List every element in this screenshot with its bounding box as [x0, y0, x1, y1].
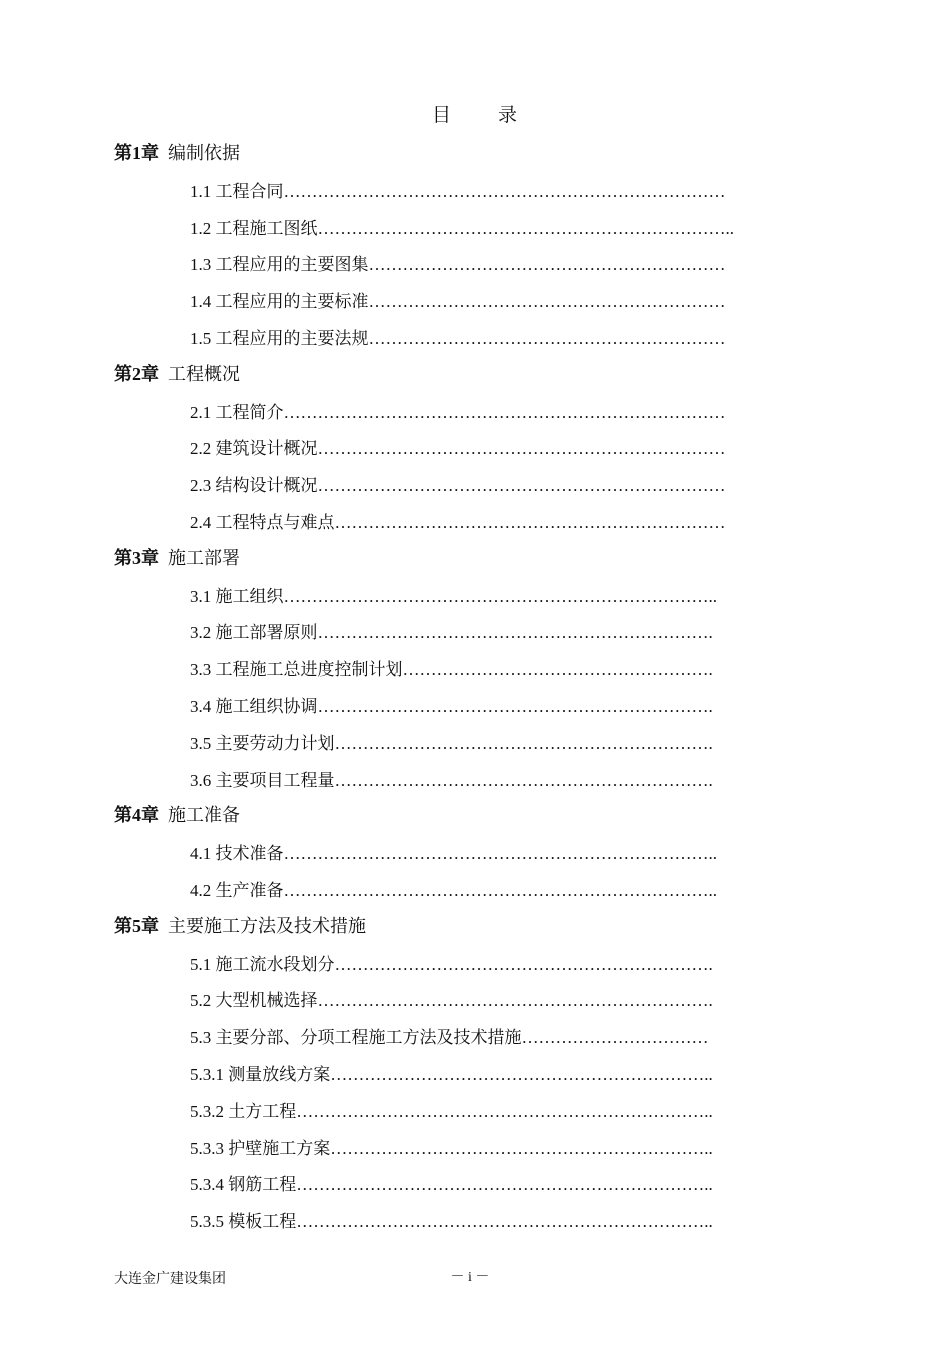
chapter-number: 第1章: [114, 143, 159, 163]
toc-section-row[interactable]: [0, 977, 950, 1014]
toc-section-row[interactable]: [0, 1198, 950, 1235]
chapter-heading: [114, 912, 366, 938]
toc-section-row[interactable]: [0, 205, 950, 242]
section-entry: 2.2 建筑设计概况………………………………………………………………: [190, 439, 726, 459]
toc-chapter-row[interactable]: [0, 131, 950, 168]
toc-section-row[interactable]: [0, 241, 950, 278]
toc-section-row[interactable]: [0, 168, 950, 205]
section-entry: 2.1 工程简介……………………………………………………………………: [190, 402, 726, 422]
section-entry: 1.4 工程应用的主要标准………………………………………………………: [190, 292, 726, 312]
toc-section-row[interactable]: [0, 1014, 950, 1051]
toc-section-row[interactable]: [0, 941, 950, 978]
chapter-heading: [114, 360, 240, 386]
section-entry: 5.3.4 钢筋工程………………………………………………………………..: [190, 1175, 713, 1195]
toc-section-row[interactable]: [0, 757, 950, 794]
section-entry: 2.3 结构设计概况………………………………………………………………: [190, 476, 726, 496]
toc-section-row[interactable]: [0, 278, 950, 315]
toc-chapter-row[interactable]: [0, 904, 950, 941]
chapter-number: 第3章: [114, 547, 159, 568]
section-entry: 5.3.5 模板工程………………………………………………………………..: [190, 1212, 713, 1232]
section-entry: 5.2 大型机械选择…………………………………………………………….: [190, 991, 713, 1011]
section-entry: 2.4 工程特点与难点……………………………………………………………: [190, 512, 726, 532]
toc-chapter-row[interactable]: [0, 536, 950, 573]
chapter-number: 第4章: [114, 805, 159, 826]
toc-section-row[interactable]: [0, 683, 950, 720]
toc-chapter-row[interactable]: [0, 352, 950, 389]
toc-section-row[interactable]: [0, 1125, 950, 1162]
toc-chapter-row[interactable]: [0, 793, 950, 830]
toc-section-row[interactable]: [0, 1161, 950, 1198]
toc-section-row[interactable]: [0, 462, 950, 499]
toc-section-row[interactable]: [0, 389, 950, 426]
chapter-heading: [114, 544, 240, 570]
toc-section-row[interactable]: [0, 646, 950, 683]
toc-section-row[interactable]: [0, 1088, 950, 1125]
toc-title-char-1: 目: [431, 105, 452, 126]
section-entry: 5.3.3 护壁施工方案…………………………………………………………..: [190, 1138, 713, 1158]
chapter-number: 第5章: [114, 915, 159, 936]
toc-title: [0, 100, 950, 127]
section-entry: 5.3.2 土方工程………………………………………………………………..: [190, 1101, 713, 1121]
section-entry: 3.3 工程施工总进度控制计划……………………………………………….: [190, 660, 713, 680]
toc-section-row[interactable]: [0, 1051, 950, 1088]
chapter-title: 主要施工方法及技术措施: [168, 915, 366, 936]
toc-section-row[interactable]: [0, 830, 950, 867]
section-entry: 1.2 工程施工图纸………………………………………………………………..: [190, 218, 734, 238]
section-entry: 3.1 施工组织…………………………………………………………………..: [190, 586, 717, 606]
toc-section-row[interactable]: [0, 867, 950, 904]
toc-section-row[interactable]: [0, 573, 950, 610]
section-entry: 3.2 施工部署原则…………………………………………………………….: [190, 623, 713, 643]
section-entry: 5.3 主要分部、分项工程施工方法及技术措施……………………………: [190, 1028, 709, 1048]
toc-section-row[interactable]: [0, 609, 950, 646]
chapter-heading: [114, 801, 240, 827]
toc-section-row[interactable]: [0, 720, 950, 757]
toc-section-row[interactable]: [0, 499, 950, 536]
chapter-title: 工程概况: [168, 363, 240, 384]
section-entry: 3.5 主要劳动力计划………………………………………………………….: [190, 733, 713, 753]
chapter-title: 施工准备: [168, 805, 240, 826]
toc-section-row[interactable]: [0, 315, 950, 352]
toc-title-char-2: 录: [498, 105, 519, 126]
section-entry: 3.6 主要项目工程量………………………………………………………….: [190, 770, 713, 790]
section-entry: 3.4 施工组织协调…………………………………………………………….: [190, 696, 713, 716]
section-entry: 1.5 工程应用的主要法规………………………………………………………: [190, 328, 726, 348]
section-entry: 1.3 工程应用的主要图集………………………………………………………: [190, 255, 726, 275]
chapter-title: 编制依据: [168, 143, 240, 163]
toc-section-row[interactable]: [0, 425, 950, 462]
footer-company: 大连金广建设集团: [114, 1272, 226, 1287]
section-entry: 4.2 生产准备…………………………………………………………………..: [190, 880, 717, 900]
toc-list: [0, 131, 950, 1235]
section-entry: 4.1 技术准备…………………………………………………………………..: [190, 844, 717, 864]
section-entry: 5.3.1 测量放线方案…………………………………………………………..: [190, 1064, 713, 1084]
chapter-title: 施工部署: [168, 547, 240, 568]
footer-page-number: － i －: [450, 1270, 490, 1285]
chapter-heading: [114, 139, 240, 165]
chapter-number: 第2章: [114, 363, 159, 384]
section-entry: 5.1 施工流水段划分………………………………………………………….: [190, 954, 713, 974]
section-entry: 1.1 工程合同……………………………………………………………………: [190, 181, 726, 201]
